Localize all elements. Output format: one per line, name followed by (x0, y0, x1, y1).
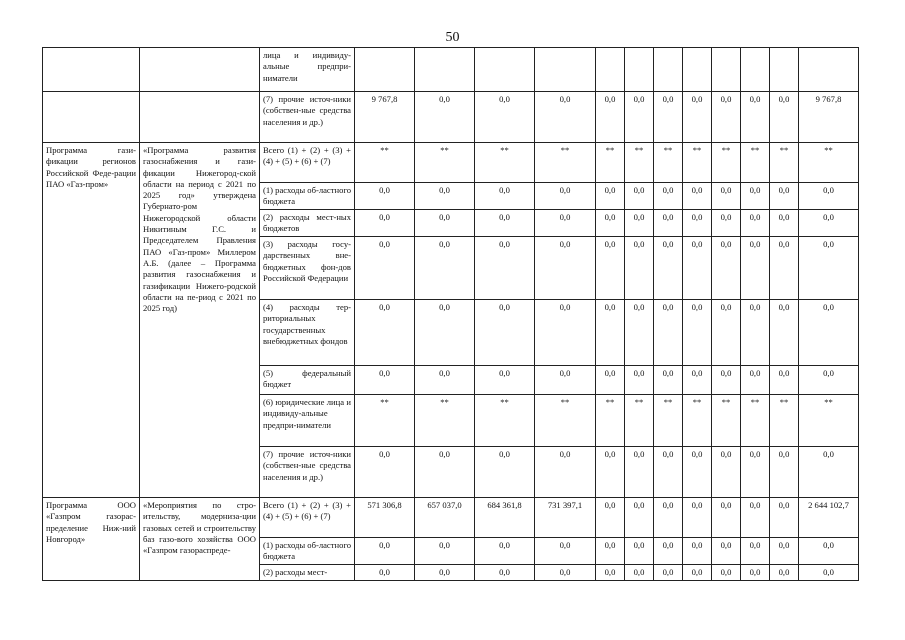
value-cell: 0,0 (596, 447, 625, 498)
value-cell: ** (535, 395, 596, 447)
value-cell: 0,0 (355, 366, 415, 395)
funding-source-cell: лица и индивиду-альные предпри-ниматели (260, 48, 355, 92)
value-cell: ** (596, 395, 625, 447)
value-cell: 0,0 (625, 565, 654, 581)
document-cell (140, 48, 260, 92)
value-cell: 571 306,8 (355, 498, 415, 538)
value-cell: 0,0 (355, 300, 415, 366)
value-cell: 0,0 (475, 366, 535, 395)
document-cell: «Мероприятия по стро-ительству, модерниза-ции газовых сетей и строительству баз газо-вого хозяйства ООО «Газпром газораспреде- (140, 498, 260, 581)
value-cell (596, 48, 625, 92)
program-cell: Программа ООО «Газпром газорас-пределение Ниж-ний Новгород» (43, 498, 140, 581)
value-cell: 0,0 (741, 92, 770, 143)
value-cell: 0,0 (475, 183, 535, 210)
value-cell: 0,0 (683, 237, 712, 300)
funding-source-cell: (7) прочие источ-ники (собствен-ные средства населения и др.) (260, 447, 355, 498)
value-cell: 0,0 (415, 447, 475, 498)
value-cell: 0,0 (770, 300, 799, 366)
funding-source-cell: Всего (1) + (2) + (3) + (4) + (5) + (6) + (7) (260, 498, 355, 538)
value-cell (712, 48, 741, 92)
value-cell: 657 037,0 (415, 498, 475, 538)
value-cell: 0,0 (596, 237, 625, 300)
value-cell: 0,0 (475, 447, 535, 498)
value-cell: 0,0 (770, 210, 799, 237)
value-cell: ** (475, 143, 535, 183)
value-cell: 0,0 (654, 498, 683, 538)
value-cell: 0,0 (799, 210, 859, 237)
value-cell: 0,0 (741, 366, 770, 395)
value-cell: 0,0 (712, 210, 741, 237)
value-cell: 0,0 (654, 237, 683, 300)
value-cell: 0,0 (712, 183, 741, 210)
value-cell: 0,0 (741, 237, 770, 300)
value-cell: 0,0 (596, 210, 625, 237)
value-cell: 0,0 (625, 538, 654, 565)
table-row (43, 498, 859, 538)
value-cell: 0,0 (741, 300, 770, 366)
value-cell: ** (741, 143, 770, 183)
value-cell: 0,0 (654, 300, 683, 366)
value-cell: 0,0 (355, 210, 415, 237)
value-cell: ** (741, 395, 770, 447)
value-cell: ** (712, 143, 741, 183)
value-cell (625, 48, 654, 92)
funding-source-cell: (4) расходы тер-риториальных государственных внебюджетных фондов (260, 300, 355, 366)
value-cell: 0,0 (475, 237, 535, 300)
funding-source-cell: (3) расходы госу-дарственных вне-бюджетных фон-дов Российской Федерации (260, 237, 355, 300)
value-cell: ** (799, 395, 859, 447)
table-row (43, 92, 859, 143)
value-cell: 0,0 (625, 498, 654, 538)
value-cell: 0,0 (770, 183, 799, 210)
funding-source-cell: Всего (1) + (2) + (3) + (4) + (5) + (6) + (7) (260, 143, 355, 183)
value-cell: 0,0 (415, 300, 475, 366)
value-cell: ** (535, 143, 596, 183)
value-cell: 0,0 (683, 565, 712, 581)
value-cell: 0,0 (770, 92, 799, 143)
value-cell: 0,0 (625, 366, 654, 395)
value-cell: 0,0 (683, 447, 712, 498)
value-cell: ** (475, 395, 535, 447)
value-cell: 0,0 (741, 565, 770, 581)
value-cell: ** (355, 395, 415, 447)
value-cell: 0,0 (654, 538, 683, 565)
value-cell: 9 767,8 (355, 92, 415, 143)
value-cell: 0,0 (415, 366, 475, 395)
value-cell: 0,0 (799, 565, 859, 581)
value-cell: 0,0 (654, 92, 683, 143)
value-cell: ** (683, 395, 712, 447)
value-cell: 0,0 (799, 183, 859, 210)
funding-source-cell: (1) расходы об-ластного бюджета (260, 538, 355, 565)
value-cell: 0,0 (770, 237, 799, 300)
value-cell: 0,0 (535, 210, 596, 237)
value-cell: 0,0 (415, 92, 475, 143)
value-cell: 0,0 (596, 565, 625, 581)
value-cell: ** (596, 143, 625, 183)
value-cell: 731 397,1 (535, 498, 596, 538)
value-cell: 0,0 (741, 538, 770, 565)
value-cell: ** (415, 143, 475, 183)
value-cell (355, 48, 415, 92)
value-cell: 0,0 (654, 366, 683, 395)
funding-source-cell: (1) расходы об-ластного бюджета (260, 183, 355, 210)
value-cell: 0,0 (770, 447, 799, 498)
document-cell: «Программа развития газоснабжения и гази-фикации Нижегород-ской области на период с 2021 по 2025 год» утверждена Губернато-ром Нижегородской области Никитиным Г.С. и Председателем Правления ПАО «Газ-пром» Миллером А.Б. (далее – Программа развития газоснабжения и газификации Нижего-родской области на пе-риод с 2021 по 2025 год) (140, 143, 260, 498)
value-cell: ** (712, 395, 741, 447)
table-row (43, 48, 859, 92)
value-cell (654, 48, 683, 92)
value-cell: 0,0 (770, 498, 799, 538)
value-cell: 0,0 (415, 565, 475, 581)
table-row (43, 143, 859, 183)
value-cell: 0,0 (799, 538, 859, 565)
value-cell: 0,0 (712, 366, 741, 395)
value-cell: 0,0 (741, 447, 770, 498)
value-cell: ** (770, 143, 799, 183)
value-cell: 2 644 102,7 (799, 498, 859, 538)
value-cell: 0,0 (355, 447, 415, 498)
value-cell: 0,0 (625, 237, 654, 300)
funding-source-cell: (7) прочие источ-ники (собствен-ные средства населения и др.) (260, 92, 355, 143)
value-cell: 0,0 (683, 183, 712, 210)
value-cell: 0,0 (741, 210, 770, 237)
funding-source-cell: (2) расходы мест-ных бюджетов (260, 210, 355, 237)
value-cell: 0,0 (596, 366, 625, 395)
value-cell: 0,0 (712, 498, 741, 538)
value-cell: 0,0 (475, 300, 535, 366)
value-cell: 0,0 (741, 498, 770, 538)
value-cell: 0,0 (683, 92, 712, 143)
value-cell (683, 48, 712, 92)
document-cell (140, 92, 260, 143)
value-cell: 0,0 (799, 447, 859, 498)
value-cell: ** (625, 395, 654, 447)
value-cell: 0,0 (535, 92, 596, 143)
value-cell: 0,0 (654, 210, 683, 237)
value-cell: 0,0 (475, 92, 535, 143)
value-cell: 0,0 (799, 366, 859, 395)
value-cell (475, 48, 535, 92)
value-cell: 0,0 (475, 565, 535, 581)
value-cell (770, 48, 799, 92)
value-cell: ** (415, 395, 475, 447)
value-cell: 0,0 (625, 300, 654, 366)
value-cell: 0,0 (535, 237, 596, 300)
value-cell: 0,0 (415, 538, 475, 565)
value-cell: 0,0 (415, 210, 475, 237)
value-cell: ** (654, 395, 683, 447)
funding-source-cell: (5) федеральный бюджет (260, 366, 355, 395)
value-cell: 0,0 (654, 447, 683, 498)
value-cell (415, 48, 475, 92)
value-cell: ** (770, 395, 799, 447)
program-cell (43, 92, 140, 143)
value-cell: 0,0 (712, 300, 741, 366)
value-cell: ** (683, 143, 712, 183)
value-cell: 0,0 (712, 237, 741, 300)
value-cell: 0,0 (355, 183, 415, 210)
funding-source-cell: (6) юридические лица и индивиду-альные предпри-ниматели (260, 395, 355, 447)
value-cell: ** (355, 143, 415, 183)
value-cell (799, 48, 859, 92)
value-cell: 0,0 (741, 183, 770, 210)
value-cell: 0,0 (712, 447, 741, 498)
value-cell: 0,0 (770, 366, 799, 395)
value-cell: 0,0 (596, 538, 625, 565)
value-cell: 0,0 (415, 183, 475, 210)
value-cell: 0,0 (355, 565, 415, 581)
value-cell (741, 48, 770, 92)
value-cell: 0,0 (535, 447, 596, 498)
program-cell (43, 48, 140, 92)
value-cell: 0,0 (475, 538, 535, 565)
value-cell: 0,0 (654, 183, 683, 210)
value-cell: 9 767,8 (799, 92, 859, 143)
value-cell: 0,0 (535, 366, 596, 395)
value-cell (535, 48, 596, 92)
value-cell: 0,0 (535, 538, 596, 565)
value-cell: 0,0 (415, 237, 475, 300)
value-cell: ** (654, 143, 683, 183)
value-cell: 0,0 (535, 183, 596, 210)
value-cell: 684 361,8 (475, 498, 535, 538)
value-cell: 0,0 (625, 447, 654, 498)
value-cell: 0,0 (683, 300, 712, 366)
value-cell: 0,0 (355, 237, 415, 300)
program-cell: Программа гази-фикации регионов Российской Феде-рации ПАО «Газ-пром» (43, 143, 140, 498)
value-cell: 0,0 (799, 237, 859, 300)
value-cell: 0,0 (355, 538, 415, 565)
funding-table (42, 47, 859, 581)
value-cell: 0,0 (712, 538, 741, 565)
value-cell: 0,0 (625, 210, 654, 237)
value-cell: 0,0 (683, 366, 712, 395)
value-cell: 0,0 (770, 565, 799, 581)
value-cell: 0,0 (712, 92, 741, 143)
value-cell: 0,0 (535, 565, 596, 581)
value-cell: ** (625, 143, 654, 183)
value-cell: 0,0 (475, 210, 535, 237)
value-cell: 0,0 (596, 183, 625, 210)
value-cell: ** (799, 143, 859, 183)
value-cell: 0,0 (535, 300, 596, 366)
value-cell: 0,0 (770, 538, 799, 565)
value-cell: 0,0 (712, 565, 741, 581)
page-number: 50 (445, 30, 460, 45)
funding-source-cell: (2) расходы мест- (260, 565, 355, 581)
value-cell: 0,0 (596, 300, 625, 366)
value-cell: 0,0 (683, 538, 712, 565)
value-cell: 0,0 (683, 498, 712, 538)
value-cell: 0,0 (799, 300, 859, 366)
value-cell: 0,0 (683, 210, 712, 237)
value-cell: 0,0 (625, 92, 654, 143)
value-cell: 0,0 (654, 565, 683, 581)
value-cell: 0,0 (625, 183, 654, 210)
value-cell: 0,0 (596, 498, 625, 538)
value-cell: 0,0 (596, 92, 625, 143)
